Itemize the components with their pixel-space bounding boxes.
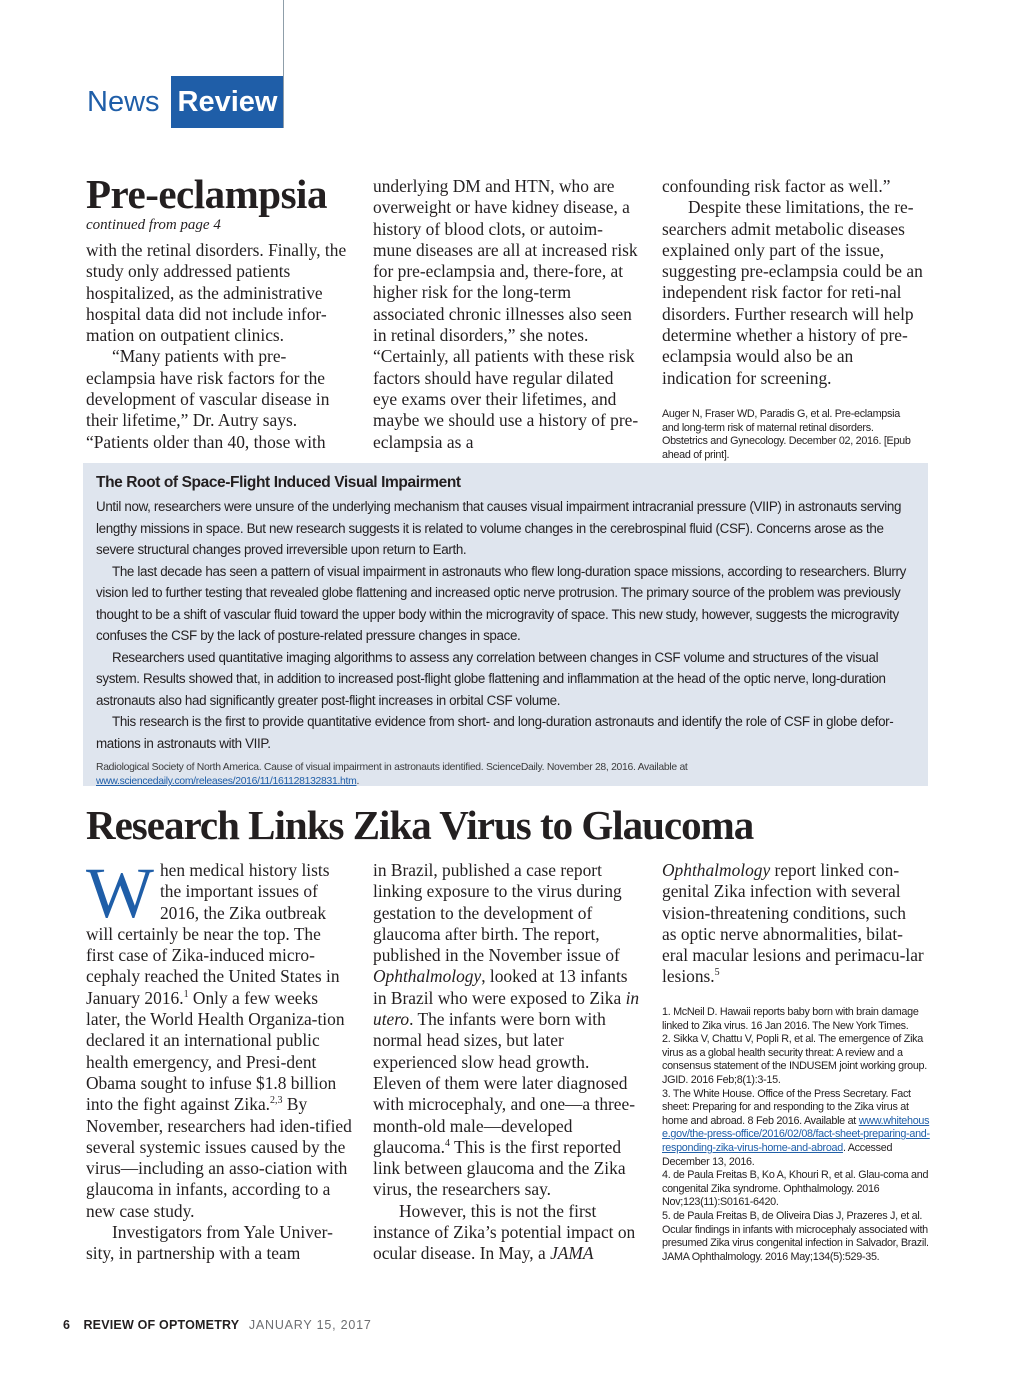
text-run: in Brazil, published a case report linking exposure to the virus during gestation to the development of glaucoma after birth. The report, published in the November issue of	[373, 860, 622, 966]
header-divider	[283, 0, 284, 128]
footnote-marker: 1	[183, 988, 189, 1000]
paragraph: Investigators from Yale Univer-sity, in partnership with a team	[86, 1222, 333, 1264]
continued-note: continued from page 4	[86, 217, 221, 233]
paragraph: “Many patients with pre-eclampsia have risk factors for the development of vascular disease in their lifetime,” Dr. Autry says. “Patients older than 40, those with	[86, 346, 330, 452]
reference-item: 1. McNeil D. Hawaii reports baby born with brain damage linked to Zika virus. 16 Jan 2016. The New York Times.	[662, 1006, 919, 1032]
text-run: . Accessed December 13, 2016.	[662, 1141, 893, 1168]
article2-references	[662, 1006, 930, 1264]
reference-item: 4. de Paula Freitas B, Ko A, Khouri R, et al. Glau-coma and congenital Zika syndrome. Ophthalmology. 2016 Nov;123(11):S0161-6420.	[662, 1169, 929, 1209]
text-run: By November, researchers had iden-tified several systemic issues caused by the virus—including an asso-ciation with glaucoma in infants, according to a new case study.	[86, 1094, 352, 1221]
sidebar-paragraph: The last decade has seen a pattern of visual impairment in astronauts who flew long-duration space missions, according to researchers. Blurry vision led to further testing that revealed globe flattening and increased optic nerve protrusion. The primary source of the problem was previously thought to be a shift of vascular fluid toward the upper body within the microgravity of space. This new study, however, suggests the microgravity confuses the CSF by the lack of posture-related pressure changes in space.	[96, 563, 906, 643]
article-title-zika: Research Links Zika Virus to Glaucoma	[86, 802, 754, 848]
section-label-news: News	[87, 86, 160, 118]
paragraph	[662, 860, 924, 988]
footnote-marker: 5	[714, 967, 720, 979]
sidebar-paragraph: This research is the first to provide quantitative evidence from short- and long-duration astronauts and identify the role of CSF in globe defor-mations in astronauts with VIIP.	[96, 714, 894, 751]
citation-end: .	[356, 776, 360, 787]
reference-item	[662, 1088, 930, 1170]
text-run: This is the first reported link between glaucoma and the Zika virus, the researchers say.	[373, 1136, 626, 1200]
paragraph: underlying DM and HTN, who are overweight or have kidney disease, a history of blood clots, or autoim-mune diseases are all at increased risk for pre-eclampsia and, there-fore, at higher risk for the long-term associated chronic illnesses also seen in retinal disorders,” she notes. “Certainly, all patients with these risk factors should have regular dilated eye exams over their lifetimes, and maybe we should use a history of pre-eclampsia as a	[373, 176, 639, 452]
article2-column-2	[373, 860, 641, 1265]
article1-reference: Auger N, Fraser WD, Paradis G, et al. Pre-eclampsia and long-term risk of maternal retinal disorders. Obstetrics and Gynecology. December 02, 2016. [Epub ahead of print].	[662, 408, 911, 461]
sidebar-box	[83, 463, 928, 786]
paragraph: Despite these limitations, the re-searchers admit metabolic diseases explained only part of the issue, suggesting pre-eclampsia could be an independent risk factor for reti-nal disorders. Further research will help determine whether a history of pre-eclampsia would also be an indication for screening.	[662, 197, 923, 388]
sidebar-paragraph: Researchers used quantitative imaging algorithms to assess any correlation between changes in CSF volume and structures of the visual system. Results showed that, in addition to increased post-flight globe flattening and inflammation at the head of the optic nerve, long-duration astronauts also had significantly greater post-flight increases in orbital CSF volume.	[96, 649, 886, 708]
page-number: 6	[63, 1318, 70, 1332]
paragraph: confounding risk factor as well.”	[662, 176, 891, 196]
text-run: , looked at 13 infants in Brazil who were exposed to Zika	[373, 966, 628, 1008]
page-footer	[63, 1318, 372, 1332]
article-title-pre-eclampsia: Pre-eclampsia	[86, 171, 327, 217]
section-label-review: Review	[171, 76, 284, 128]
sidebar-paragraph: Until now, researchers were unsure of the underlying mechanism that causes visual impairment intracranial pressure (VIIP) in astronauts serving lengthy missions in space. But new research suggests it is related to volume changes in the cerebrospinal fluid (CSF). Concerns arose as the severe structural changes proved irreversible upon return to Earth.	[96, 499, 902, 557]
article2-column-1	[86, 853, 352, 1265]
journal-name: Ophthalmology	[373, 966, 482, 987]
journal-name: JAMA	[550, 1243, 594, 1264]
citation-text: Radiological Society of North America. Cause of visual impairment in astronauts identified. ScienceDaily. November 28, 2016. Available at	[96, 762, 688, 773]
article1-column-2	[373, 176, 641, 453]
sidebar-body	[96, 496, 916, 754]
section-header	[81, 76, 283, 128]
whitehouse-link[interactable]: www.whitehouse.gov/the-press-office/2016/02/08/fact-sheet-preparing-and-responding-zika-virus-home-and-abroad	[662, 1114, 930, 1154]
paragraph	[86, 853, 352, 1222]
italic-term: in utero	[373, 987, 640, 1030]
journal-name: Ophthalmology	[662, 860, 771, 880]
reference-item: 5. de Paula Freitas B, de Oliveira Dias J, Prazeres J, et al. Ocular findings in infants with microcephaly associated with presumed Zika virus congenital infection in Salvador, Brazil. JAMA Ophthalmology. 2016 May;134(5):529-35.	[662, 1209, 929, 1263]
paragraph	[373, 1201, 641, 1265]
text-run: 3. The White House. Office of the Press Secretary. Fact sheet: Preparing for and responding to the Zika virus at home and abroad. 8 Feb 2016. Available at	[662, 1087, 911, 1127]
publication-name: REVIEW OF OPTOMETRY	[83, 1318, 240, 1332]
text-run: Only a few weeks later, the World Health Organiza-tion declared it an international public health emergency, and Presi-dent Obama sought to infuse $1.8 billion into the fight against Zika.	[86, 987, 345, 1115]
paragraph	[373, 860, 641, 1201]
article2-column-3	[662, 860, 924, 988]
text-run: However, this is not the first instance of Zika’s potential impact on ocular disease. In May, a	[373, 1200, 636, 1264]
article1-column-1	[86, 240, 349, 453]
paragraph: with the retinal disorders. Finally, the study only addressed patients hospitalized, as the administrative hospital data did not include infor-mation on outpatient clinics.	[86, 240, 347, 346]
text-run: report linked con-genital Zika infection with several vision-threatening conditions, such as optic nerve abnormalities, bilat-eral macular lesions and perimacu-lar lesions.	[662, 860, 924, 987]
text-run: . The infants were born with normal head sizes, but later experienced slow head growth. Eleven of them were later diagnosed with microcephaly, and one—a three-month-old male—developed glaucoma.	[373, 1009, 636, 1157]
sciencedaily-link[interactable]: www.sciencedaily.com/releases/2016/11/161128132831.htm	[96, 776, 357, 787]
footnote-marker: 4	[444, 1138, 450, 1150]
issue-date: JANUARY 15, 2017	[248, 1318, 372, 1332]
sidebar-title: The Root of Space-Flight Induced Visual Impairment	[96, 474, 461, 491]
drop-cap: W	[86, 853, 154, 933]
article1-column-3	[662, 176, 924, 389]
sidebar-citation	[96, 761, 926, 789]
reference-item: 2. Sikka V, Chattu V, Popli R, et al. The emergence of Zika virus as a global health security threat: A review and a consensus statement of the INDUSEM joint working group. JGID. 2016 Feb;8(1):3-15.	[662, 1033, 927, 1086]
text-run: hen medical history lists the important issues of 2016, the Zika outbreak will certainly be near the top. The first case of Zika-induced micro-cephaly reached the United States in January 2016.	[86, 860, 340, 1008]
footnote-marker: 2,3	[270, 1095, 283, 1107]
